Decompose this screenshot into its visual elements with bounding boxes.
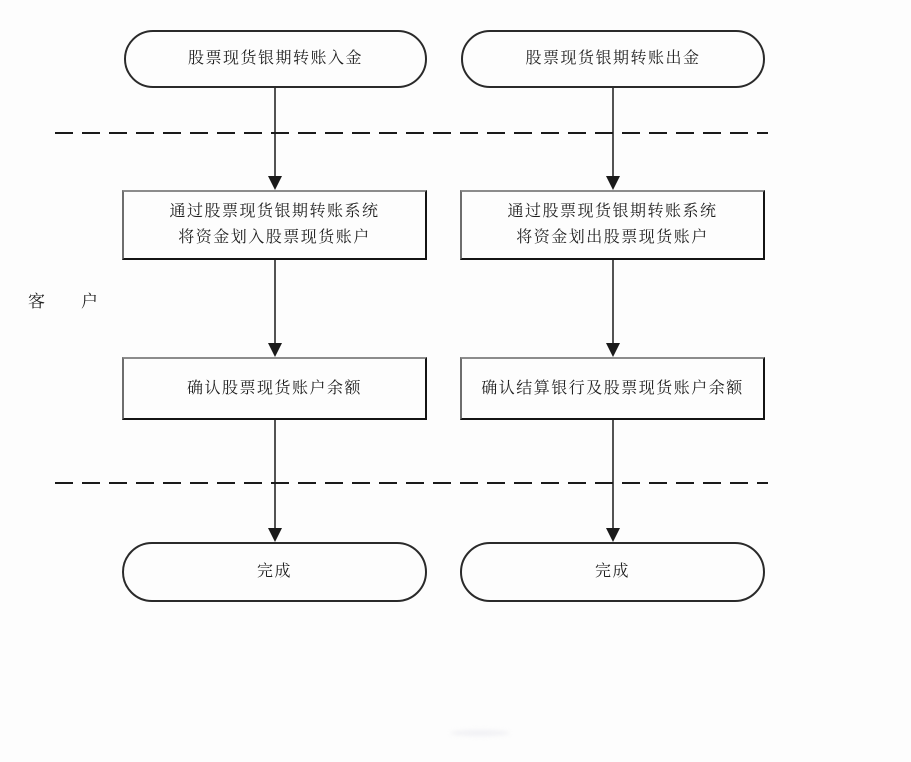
lane-label-customer	[28, 287, 98, 312]
lane-label-char: 户	[81, 292, 98, 311]
arrow-deposit-step1-to-step2	[268, 260, 282, 357]
arrow-deposit-step2-to-end	[268, 420, 282, 542]
arrow-withdraw-step2-to-end	[606, 420, 620, 542]
arrow-withdraw-start-to-step1	[606, 88, 620, 190]
node-deposit-step2	[122, 357, 427, 420]
node-label: 股票现货银期转账入金	[187, 50, 363, 67]
node-label-line1: 通过股票现货银期转账系统	[507, 203, 718, 220]
node-withdraw-step2	[460, 357, 765, 420]
node-withdraw-step1	[460, 190, 765, 260]
node-deposit-start	[124, 30, 427, 88]
node-label-line1: 通过股票现货银期转账系统	[169, 203, 380, 220]
node-deposit-step1	[122, 190, 427, 260]
node-label: 完成	[256, 563, 292, 580]
lane-label-char: 客	[28, 292, 45, 311]
node-label: 股票现货银期转账出金	[525, 50, 701, 67]
node-label: 确认股票现货账户余额	[186, 379, 362, 397]
node-withdraw-end	[460, 542, 765, 602]
scan-smudge	[450, 730, 510, 736]
node-withdraw-start	[461, 30, 765, 88]
node-deposit-end	[122, 542, 427, 602]
node-label: 完成	[594, 563, 630, 580]
node-label-line2: 将资金划入股票现货账户	[178, 229, 371, 246]
arrow-deposit-start-to-step1	[268, 88, 282, 190]
arrow-withdraw-step1-to-step2	[606, 260, 620, 357]
node-label-line2: 将资金划出股票现货账户	[516, 229, 709, 246]
node-label: 确认结算银行及股票现货账户余额	[481, 379, 744, 397]
